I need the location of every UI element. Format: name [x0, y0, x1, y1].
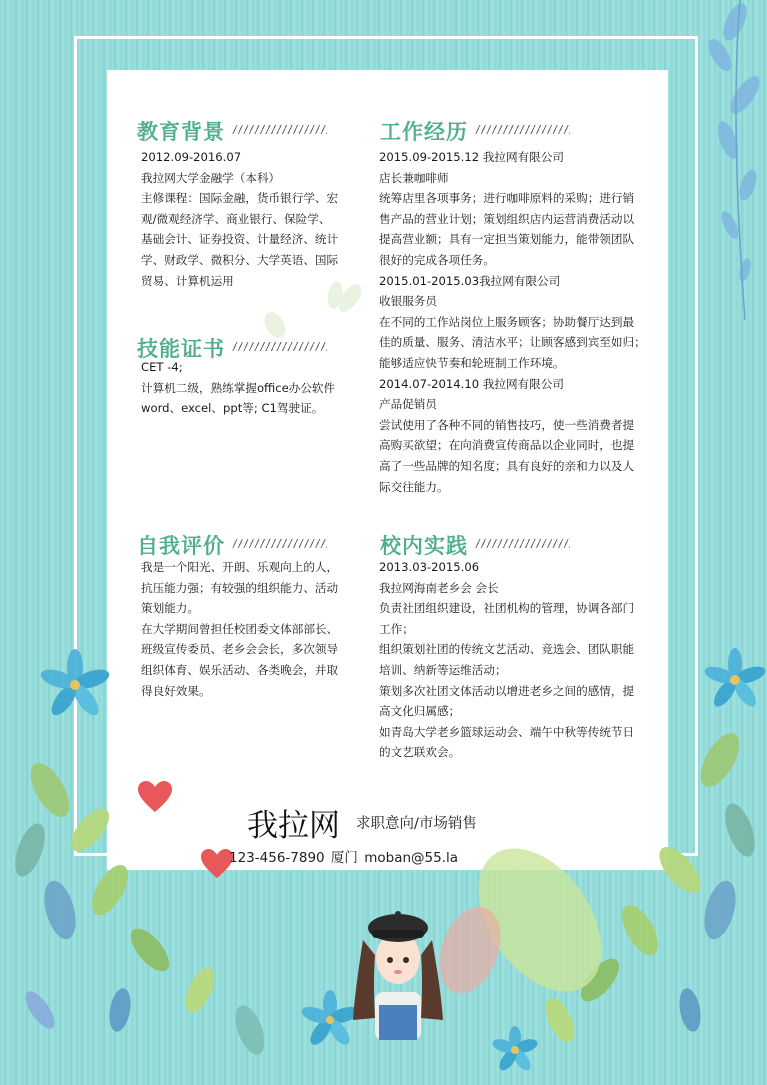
skills-content	[141, 357, 335, 419]
education-line: 学、财政学、微积分、大学英语、国际	[141, 252, 339, 267]
education-title: 教育背景	[137, 120, 225, 144]
education-line: 2012.09-2016.07	[141, 150, 242, 164]
self-eval-line: 我是一个阳光、开朗、乐观向上的人，	[141, 560, 339, 574]
campus-line: 培训、纳新等运维活动；	[379, 662, 507, 677]
work-line: 产品促销员	[379, 397, 437, 412]
skills-divider	[232, 342, 327, 351]
self-eval-line: 在大学期间曾担任校团委文体部部长、	[141, 621, 339, 636]
work-line: 2014.07-2014.10 我拉网有限公司	[379, 376, 564, 391]
campus-line: 工作；	[379, 621, 414, 636]
campus-line: 的文艺联欢会。	[379, 745, 461, 760]
work-line: 能够适应快节奏和轮班制工作环境。	[379, 355, 565, 370]
work-line: 际交往能力。	[379, 479, 449, 494]
heart-icon	[137, 780, 173, 814]
work-line: 店长兼咖啡师	[379, 170, 449, 185]
work-line: 2015.09-2015.12 我拉网有限公司	[379, 150, 564, 164]
education-divider	[232, 125, 327, 134]
education-content	[141, 147, 338, 291]
self-eval-line: 组织体育、娱乐活动、各类晚会，并取	[141, 662, 339, 677]
work-line: 在不同的工作站岗位上服务顾客；协助餐厅达到最	[379, 314, 635, 329]
self-eval-line: 策划能力。	[141, 601, 199, 616]
self-eval-line: 班级宣传委员、老乡会会长，多次领导	[141, 642, 339, 657]
work-line: 提高营业额；具有一定担当策划能力，能带领团队	[379, 232, 635, 247]
skills-line: CET -4;	[141, 360, 183, 374]
self-eval-title: 自我评价	[137, 534, 225, 558]
skills-line: 计算机二级，熟练掌握office办公软件	[141, 380, 336, 395]
work-title: 工作经历	[380, 120, 468, 144]
work-divider	[475, 125, 570, 134]
campus-line: 高文化归属感；	[379, 704, 461, 719]
campus-divider	[475, 539, 570, 548]
campus-line: 2013.03-2015.06	[379, 560, 480, 574]
contact-info: 123-456-7890 厦门 moban@55.la	[229, 850, 459, 866]
campus-title: 校内实践	[380, 534, 468, 558]
education-line: 基础会计、证券投资、计量经济、统计	[141, 232, 339, 247]
skills-line: word、excel、ppt等; C1驾驶证。	[141, 401, 324, 416]
campus-line: 如青岛大学老乡篮球运动会、端午中秋等传统节日	[379, 724, 635, 739]
campus-line: 负责社团组织建设，社团机构的管理，协调各部门	[379, 601, 635, 616]
work-line: 高购买欲望；在向消费宣传商品以企业同时，也提	[379, 438, 635, 453]
work-line: 高了一些品牌的知名度；具有良好的亲和力以及人	[379, 458, 635, 473]
work-line: 收银服务员	[379, 294, 437, 309]
leaf-decoration-top-right	[690, 0, 767, 330]
skills-title: 技能证书	[137, 337, 225, 361]
education-line: 主修课程：国际金融，货币银行学、宏	[141, 191, 339, 206]
work-line: 统筹店里各项事务；进行咖啡原料的采购；进行销	[379, 191, 635, 206]
education-line: 我拉网大学金融学（本科）	[141, 170, 281, 185]
work-line: 很好的完成各项任务。	[379, 252, 495, 267]
self-eval-line: 抗压能力强；有较强的组织能力、活动	[141, 580, 339, 595]
campus-line: 策划多次社团文体活动以增进老乡之间的感情，提	[379, 683, 635, 698]
self-eval-divider	[232, 539, 327, 548]
work-line: 售产品的营业计划；策划组织店内运营消费活动以	[379, 211, 635, 226]
work-line: 尝试使用了各种不同的销售技巧，使一些消费者提	[379, 417, 635, 432]
work-line: 2015.01-2015.03我拉网有限公司	[379, 273, 561, 288]
campus-line: 组织策划社团的传统文艺活动、竞选会、团队职能	[379, 642, 635, 657]
work-line: 佳的质量、服务、清洁水平；让顾客感到宾至如归；	[379, 335, 646, 350]
self-eval-line: 得良好效果。	[141, 683, 211, 698]
work-content	[379, 147, 646, 497]
candidate-name: 我拉网	[247, 808, 340, 844]
job-intent: 求职意向/市场销售	[356, 816, 477, 832]
avatar	[345, 900, 450, 1040]
campus-line: 我拉网海南老乡会 会长	[379, 580, 499, 595]
education-line: 观/微观经济学、商业银行、保险学、	[141, 211, 331, 226]
education-line: 贸易、计算机运用	[141, 273, 234, 288]
